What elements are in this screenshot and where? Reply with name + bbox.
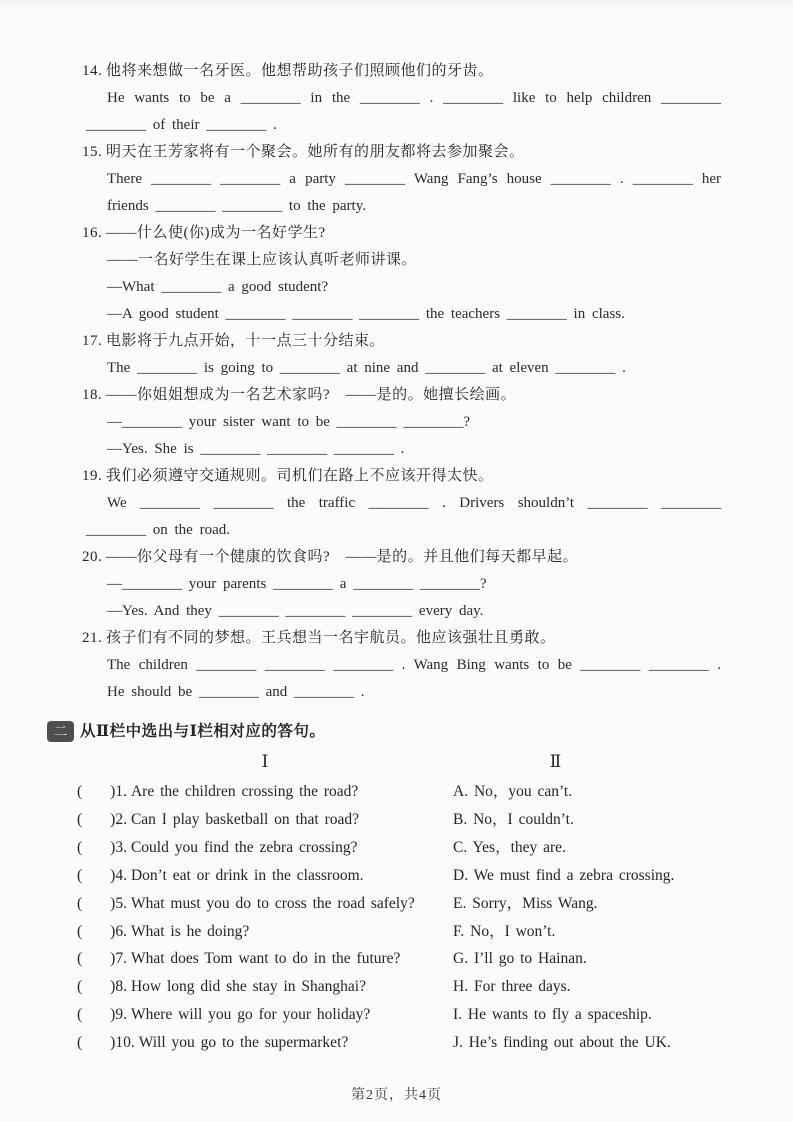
question-number: 20. [82, 549, 103, 565]
match-question-number: 4. [115, 866, 127, 884]
english-line[interactable]: He wants to be a ________ in the ________ . ________ like to help children ________ [107, 90, 721, 106]
question-item-19 [82, 463, 721, 544]
chinese-text: ——你姐姐想成为一名艺术家吗? ——是的。她擅长绘画。 [106, 387, 517, 403]
match-question-text: Are the children crossing the road? [130, 783, 359, 800]
paren-close: ) [110, 978, 116, 996]
paren-close: ) [110, 783, 116, 800]
match-question-number: 5. [115, 894, 127, 912]
english-line[interactable]: —What ________ a good student? [107, 279, 329, 295]
question-number: 16. [82, 225, 103, 241]
match-question-number: 9. [115, 1006, 127, 1024]
match-row [77, 1029, 748, 1057]
match-question-number: 6. [115, 922, 127, 940]
match-question-text: What is he doing? [130, 922, 250, 940]
match-question-number: 8. [115, 978, 127, 996]
question-number: 15. [82, 144, 103, 160]
column-headers [77, 748, 748, 775]
question-item-17 [82, 328, 721, 382]
page-footer: 第2页，共4页 [351, 1088, 442, 1103]
chinese-prompt [82, 382, 721, 409]
match-answer-text: D. We must find a zebra crossing. [453, 866, 675, 884]
match-answer-text: A. No，you can’t. [453, 783, 573, 800]
paren-close: ) [110, 922, 116, 940]
match-row [77, 778, 748, 806]
match-question-text: Can I play basketball on that road? [130, 810, 360, 828]
match-question-number: 7. [115, 950, 127, 968]
match-question-number: 10. [115, 1034, 135, 1052]
paren-close: ) [110, 810, 116, 828]
chinese-text: ——什么使(你)成为一名好学生? [106, 225, 326, 241]
question-item-14 [82, 58, 721, 139]
match-question [77, 834, 453, 862]
paren-close: ) [110, 866, 116, 884]
chinese-prompt [82, 328, 721, 355]
paren-open: ( [77, 1006, 83, 1024]
chinese-text: 我们必须遵守交通规则。司机们在路上不应该开得太快。 [106, 468, 494, 484]
english-line[interactable]: —A good student ________ ________ ________ the teachers ________ in class. [107, 306, 625, 322]
match-question [77, 778, 453, 806]
match-question [77, 918, 453, 946]
chinese-text: 他将来想做一名牙医。他想帮助孩子们照顾他们的牙齿。 [106, 63, 494, 79]
chinese-text: ——你父母有一个健康的饮食吗? ——是的。并且他们每天都早起。 [106, 549, 579, 565]
match-answer-text: E. Sorry，Miss Wang. [453, 894, 598, 912]
match-row [77, 945, 748, 973]
english-line[interactable]: ________ of their ________ . [86, 117, 277, 133]
match-question [77, 890, 453, 918]
match-question-text: Don’t eat or drink in the classroom. [130, 866, 364, 884]
paren-close: ) [110, 1034, 116, 1052]
match-question-number: 1. [115, 783, 127, 800]
match-question [77, 806, 453, 834]
paren-close: ) [110, 950, 116, 968]
match-question-text: How long did she stay in Shanghai? [130, 978, 366, 996]
match-row [77, 806, 748, 834]
matching-section [0, 718, 793, 1057]
match-answer-text: B. No，I couldn’t. [453, 810, 574, 828]
match-question [77, 945, 453, 973]
match-answer-text: C. Yes，they are. [453, 838, 566, 856]
match-answer-text: I. He wants to fly a spaceship. [453, 1006, 652, 1024]
chinese-text: 明天在王芳家将有一个聚会。她所有的朋友都将去参加聚会。 [106, 144, 525, 160]
match-question [77, 1029, 453, 1057]
english-line[interactable]: friends ________ ________ to the party. [107, 198, 366, 214]
match-question-number: 2. [115, 810, 127, 828]
english-line[interactable]: —________ your sister want to be ________ ________? [107, 414, 471, 430]
english-line[interactable]: ________ on the road. [86, 522, 230, 538]
paren-open: ( [77, 894, 83, 912]
chinese-prompt [82, 463, 721, 490]
paren-open: ( [77, 810, 83, 828]
paren-open: ( [77, 1034, 83, 1052]
match-question-text: Could you find the zebra crossing? [130, 838, 358, 856]
english-line[interactable]: There ________ ________ a party ________ Wang Fang’s house ________ . ________ her [107, 171, 721, 187]
paren-open: ( [77, 783, 83, 800]
match-answer-text: H. For three days. [453, 978, 571, 996]
match-answer-text: F. No，I won’t. [453, 922, 556, 940]
chinese-prompt [82, 139, 721, 166]
match-question [77, 862, 453, 890]
question-item-20 [82, 544, 721, 625]
english-line[interactable]: The children ________ ________ ________ . Wang Bing wants to be ________ ________ . [107, 657, 721, 673]
english-line[interactable]: The ________ is going to ________ at nine and ________ at eleven ________ . [107, 360, 626, 376]
chinese-prompt [82, 544, 721, 571]
match-question [77, 1001, 453, 1029]
match-question-text: Where will you go for your holiday? [130, 1006, 371, 1024]
match-row [77, 890, 748, 918]
match-answer-text: J. He’s finding out about the UK. [453, 1034, 671, 1052]
question-number: 18. [82, 387, 103, 403]
question-item-15 [82, 139, 721, 220]
english-line[interactable]: —Yes. And they ________ ________ ________ every day. [107, 603, 484, 619]
match-question-number: 3. [115, 838, 127, 856]
column-2-header: Ⅱ [549, 752, 562, 771]
chinese-prompt: ——一名好学生在课上应该认真听老师讲课。 [107, 252, 418, 268]
question-item-21 [82, 625, 721, 706]
section-header [47, 718, 748, 745]
match-row [77, 973, 748, 1001]
question-number: 17. [82, 333, 103, 349]
paren-open: ( [77, 922, 83, 940]
english-line[interactable]: He should be ________ and ________ . [107, 684, 365, 700]
chinese-text: 孩子们有不同的梦想。王兵想当一名宇航员。他应该强壮且勇敢。 [106, 630, 556, 646]
english-line[interactable]: We ________ ________ the traffic ________ . Drivers shouldn’t ________ ________ [107, 495, 721, 511]
question-number: 14. [82, 63, 103, 79]
match-row [77, 834, 748, 862]
paren-open: ( [77, 950, 83, 968]
chinese-prompt [82, 220, 721, 247]
question-item-16 [82, 220, 721, 328]
paren-open: ( [77, 866, 83, 884]
chinese-text: 电影将于九点开始，十一点三十分结束。 [106, 333, 386, 349]
paren-close: ) [110, 894, 116, 912]
paren-open: ( [77, 978, 83, 996]
match-row [77, 1001, 748, 1029]
column-1-header: Ⅰ [261, 752, 269, 771]
question-item-18 [82, 382, 721, 463]
match-question-text: What does Tom want to do in the future? [130, 950, 401, 968]
match-answer-text: G. I’ll go to Hainan. [453, 950, 587, 968]
match-row [77, 862, 748, 890]
paren-close: ) [110, 838, 116, 856]
section-number-badge: 二 [47, 721, 74, 742]
english-line[interactable]: —________ your parents ________ a ________ ________? [107, 576, 487, 592]
match-question-text: What must you do to cross the road safely? [130, 894, 415, 912]
question-number: 21. [82, 630, 103, 646]
chinese-prompt [82, 58, 721, 85]
paren-close: ) [110, 1006, 116, 1024]
paren-open: ( [77, 838, 83, 856]
match-row [77, 918, 748, 946]
section-instruction: 从Ⅱ栏中选出与Ⅰ栏相对应的答句。 [80, 723, 326, 740]
match-question-text: Will you go to the supermarket? [138, 1034, 349, 1052]
match-question [77, 973, 453, 1001]
chinese-prompt [82, 625, 721, 652]
english-line[interactable]: —Yes. She is ________ ________ ________ . [107, 441, 405, 457]
question-number: 19. [82, 468, 103, 484]
